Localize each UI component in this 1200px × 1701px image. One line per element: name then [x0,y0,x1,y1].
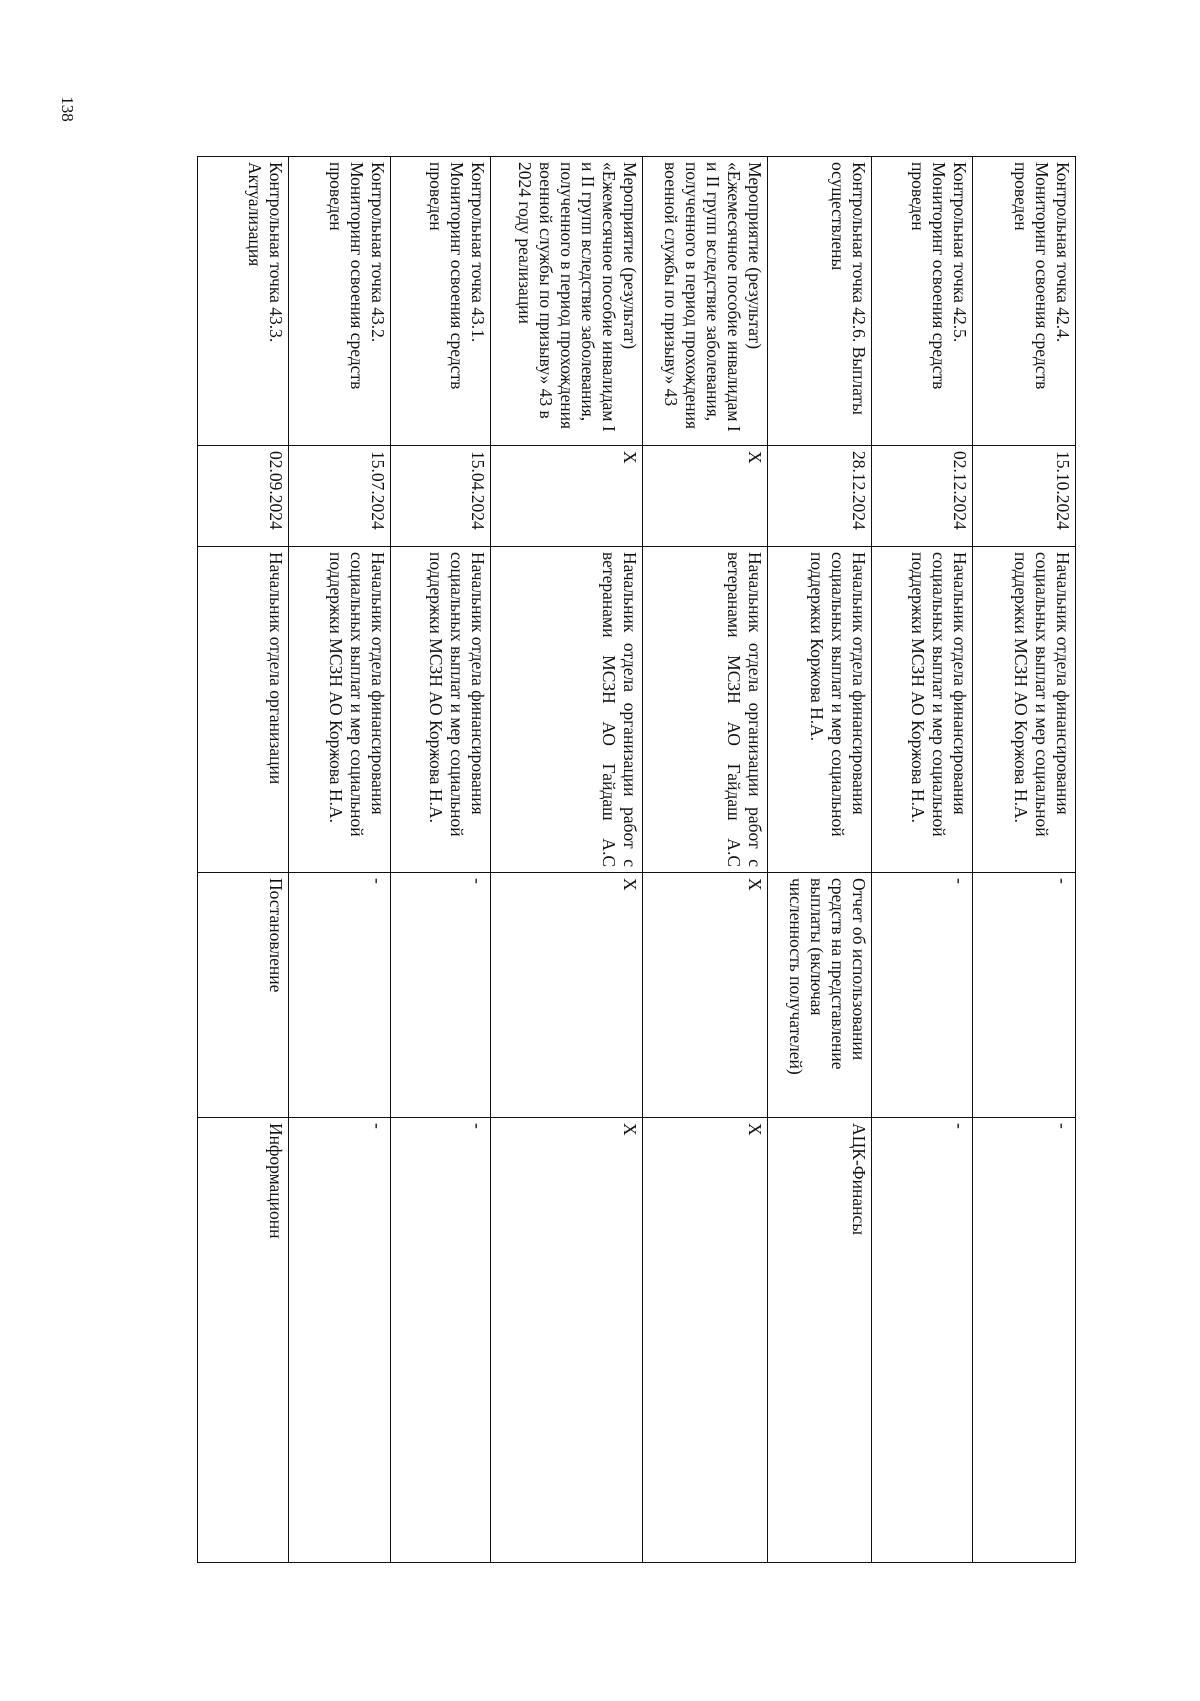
document-cell: - [289,873,391,1118]
name-cell: Контрольная точка 43.3. Актуализация [198,157,289,446]
system-cell: - [391,1118,491,1563]
table-row [643,157,768,1563]
date-cell: 28.12.2024 [768,446,872,547]
name-cell: Мероприятие (результат) «Ежемесячное пособие инвалидам I и II групп вследствие заболевания, полученного в период прохождения военной службы по призыву» 43 в 2024 году реализации [491,157,643,446]
table-row [391,157,491,1563]
rotated-table-wrapper [198,156,1076,1562]
responsible-cell: Начальник отдела финансирования социальных выплат и мер социальной поддержки МСЗН АО Коржова Н.А. [391,547,491,873]
control-points-table [197,156,1076,1563]
responsible-cell: Начальник отдела финансирования социальных выплат и мер социальной поддержки МСЗН АО Коржова Н.А. [289,547,391,873]
date-cell: 15.04.2024 [391,446,491,547]
responsible-cell: Начальник отдела организации работ с ветеранами МСЗН АО Гайдаш А.С [643,547,768,873]
document-cell: X [643,873,768,1118]
system-cell: - [973,1118,1076,1563]
table-row [198,157,289,1563]
document-cell: Постановление [198,873,289,1118]
system-cell: - [872,1118,973,1563]
name-cell: Контрольная точка 42.6. Выплаты осуществлены [768,157,872,446]
document-cell: - [391,873,491,1118]
system-cell: АЦК-Финансы [768,1118,872,1563]
system-cell: - [289,1118,391,1563]
table-row [973,157,1076,1563]
responsible-cell: Начальник отдела организации [198,547,289,873]
date-cell: 15.07.2024 [289,446,391,547]
name-cell: Мероприятие (результат) «Ежемесячное пособие инвалидам I и II групп вследствие заболевания, полученного в период прохождения военной службы по призыву» 43 [643,157,768,446]
document-cell: Отчет об использовании средств на представление выплаты (включая численность получателей) [768,873,872,1118]
table-row [289,157,391,1563]
name-cell: Контрольная точка 43.2. Мониторинг освоения средств проведен [289,157,391,446]
system-cell: X [643,1118,768,1563]
table-row [872,157,973,1563]
system-cell: Информационн [198,1118,289,1563]
date-cell: X [643,446,768,547]
responsible-cell: Начальник отдела финансирования социальных выплат и мер социальной поддержки Коржова Н.А. [768,547,872,873]
table-row [768,157,872,1563]
responsible-cell: Начальник отдела финансирования социальных выплат и мер социальной поддержки МСЗН АО Коржова Н.А. [973,547,1076,873]
page-number: 138 [58,96,77,122]
name-cell: Контрольная точка 42.4. Мониторинг освоения средств проведен [973,157,1076,446]
responsible-cell: Начальник отдела организации работ с ветеранами МСЗН АО Гайдаш А.С [491,547,643,873]
document-cell: - [973,873,1076,1118]
responsible-cell: Начальник отдела финансирования социальных выплат и мер социальной поддержки МСЗН АО Коржова Н.А. [872,547,973,873]
date-cell: 02.09.2024 [198,446,289,547]
document-cell: X [491,873,643,1118]
name-cell: Контрольная точка 42.5. Мониторинг освоения средств проведен [872,157,973,446]
system-cell: X [491,1118,643,1563]
name-cell: Контрольная точка 43.1. Мониторинг освоения средств проведен [391,157,491,446]
date-cell: 15.10.2024 [973,446,1076,547]
document-cell: - [872,873,973,1118]
date-cell: 02.12.2024 [872,446,973,547]
table-row [491,157,643,1563]
date-cell: X [491,446,643,547]
